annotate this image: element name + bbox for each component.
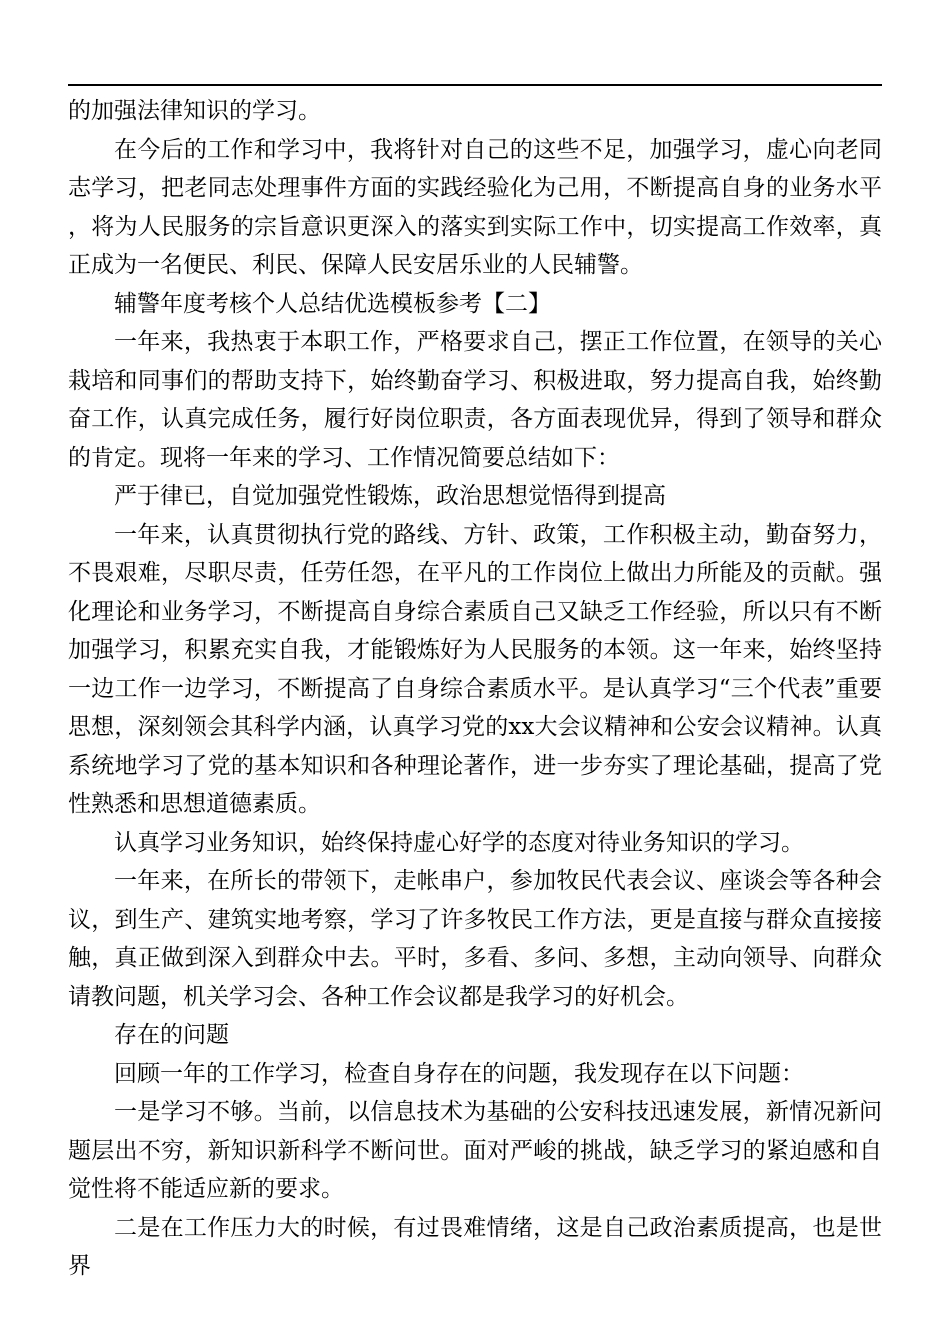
paragraph-field-work: 一年来，在所长的带领下，走帐串户，参加牧民代表会议、座谈会等各种会议，到生产、建筑实地考察，学习了许多牧民工作方法，更是直接与群众直接接触，真正做到深入到群众中去。平时，多看、多问、多想，主动向领导、向群众请教问题，机关学习会、各种工作会议都是我学习的好机会。 — [68, 868, 882, 1010]
header-rule — [68, 84, 882, 86]
subheading-discipline: 严于律已，自觉加强党性锻炼，政治思想觉悟得到提高 — [114, 483, 666, 509]
document-page — [68, 84, 882, 1286]
paragraph-problem-two: 二是在工作压力大的时候，有过畏难情绪，这是自己政治素质提高，也是世界 — [68, 1214, 882, 1279]
paragraph-problem-one: 一是学习不够。当前，以信息技术为基础的公安科技迅速发展，新情况新问题层出不穷，新知识新科学不断问世。面对严峻的挑战，缺乏学习的紧迫感和自觉性将不能适应新的要求。 — [68, 1099, 882, 1202]
section-title: 辅警年度考核个人总结优选模板参考【二】 — [114, 290, 551, 317]
paragraph-continuation: 的加强法律知识的学习。 — [68, 98, 321, 124]
paragraph-future-plan: 在今后的工作和学习中，我将针对自己的这些不足，加强学习，虚心向老同志学习，把老同志处理事件方面的实践经验化为己用，不断提高自身的业务水平，将为人民服务的宗旨意识更深入的落实到实际工作中，切实提高工作效率，真正成为一名便民、利民、保障人民安居乐业的人民辅警。 — [68, 136, 882, 278]
paragraph-intro: 一年来，我热衷于本职工作，严格要求自己，摆正工作位置，在领导的关心栽培和同事们的帮助支持下，始终勤奋学习、积极进取，努力提高自我，始终勤奋工作，认真完成任务，履行好岗位职责，各方面表现优异，得到了领导和群众的肯定。现将一年来的学习、工作情况简要总结如下： — [68, 329, 882, 471]
subheading-problems: 存在的问题 — [114, 1022, 229, 1048]
paragraph-review: 回顾一年的工作学习，检查自身存在的问题，我发现存在以下问题： — [114, 1060, 804, 1087]
paragraph-political-study: 一年来，认真贯彻执行党的路线、方针、政策，工作积极主动，勤奋努力，不畏艰难，尽职尽责，任劳任怨，在平凡的工作岗位上做出力所能及的贡献。强化理论和业务学习，不断提高自身综合素质自己又缺乏工作经验，所以只有不断加强学习，积累充实自我，才能锻炼好为人民服务的本领。这一年来，始终坚持一边工作一边学习，不断提高了自身综合素质水平。是认真学习“三个代表”重要思想，深刻领会其科学内涵，认真学习党的xx大会议精神和公安会议精神。认真系统地学习了党的基本知识和各种理论著作，进一步夯实了理论基础，提高了党性熟悉和思想道德素质。 — [68, 521, 882, 817]
subheading-business-study: 认真学习业务知识，始终保持虚心好学的态度对待业务知识的学习。 — [114, 829, 804, 856]
